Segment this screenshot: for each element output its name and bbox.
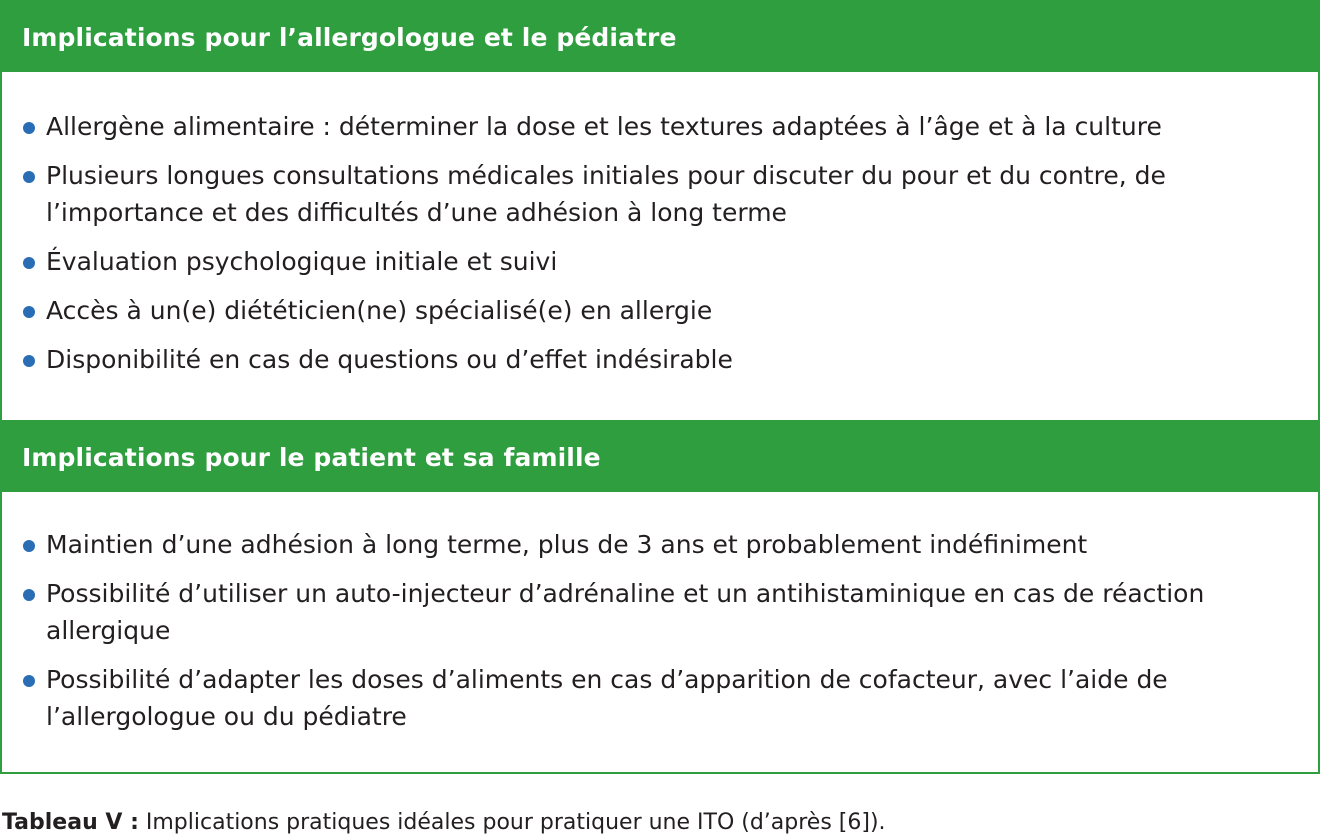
list-item bbox=[2, 661, 1318, 735]
section-title: Implications pour le patient et sa famille bbox=[22, 443, 601, 472]
list-item-text: Allergène alimentaire : déterminer la dose et les textures adaptées à l’âge et à la culture bbox=[46, 112, 1162, 141]
caption-text: Implications pratiques idéales pour pratiquer une ITO (d’après [6]). bbox=[138, 810, 886, 835]
section-body-patient bbox=[0, 492, 1320, 774]
list-item bbox=[2, 243, 1318, 280]
list-item bbox=[2, 108, 1318, 145]
bullet-icon bbox=[23, 306, 35, 318]
section-title: Implications pour l’allergologue et le pédiatre bbox=[22, 23, 677, 52]
bullet-icon bbox=[23, 257, 35, 269]
list-item bbox=[2, 341, 1318, 378]
table-caption bbox=[2, 808, 886, 838]
list-item-text: Accès à un(e) diététicien(ne) spécialisé(e) en allergie bbox=[46, 296, 713, 325]
bullet-icon bbox=[23, 171, 35, 183]
list-item-text: Maintien d’une adhésion à long terme, plus de 3 ans et probablement indéfiniment bbox=[46, 530, 1088, 559]
list-item bbox=[2, 292, 1318, 329]
list-item bbox=[2, 575, 1318, 649]
bullet-icon bbox=[23, 589, 35, 601]
list-item-text: Plusieurs longues consultations médicales initiales pour discuter du pour et du contre, de l’importance et des difficultés d’une adhésion à long terme bbox=[46, 161, 1166, 227]
bullet-icon bbox=[23, 540, 35, 552]
section-body-allergist bbox=[0, 72, 1320, 420]
caption-label: Tableau V : bbox=[2, 810, 139, 835]
list-item-text: Possibilité d’adapter les doses d’aliments en cas d’apparition de cofacteur, avec l’aide de l’allergologue ou du pédiatre bbox=[46, 665, 1168, 731]
section-header-allergist bbox=[0, 0, 1320, 72]
bullet-icon bbox=[23, 122, 35, 134]
list-item bbox=[2, 157, 1318, 231]
bullet-icon bbox=[23, 675, 35, 687]
section-header-patient bbox=[0, 420, 1320, 492]
list-item-text: Possibilité d’utiliser un auto-injecteur d’adrénaline et un antihistaminique en cas de réaction allergique bbox=[46, 579, 1205, 645]
bullet-icon bbox=[23, 355, 35, 367]
list-item-text: Évaluation psychologique initiale et suivi bbox=[46, 247, 558, 276]
list-item-text: Disponibilité en cas de questions ou d’effet indésirable bbox=[46, 345, 733, 374]
list-item bbox=[2, 526, 1318, 563]
